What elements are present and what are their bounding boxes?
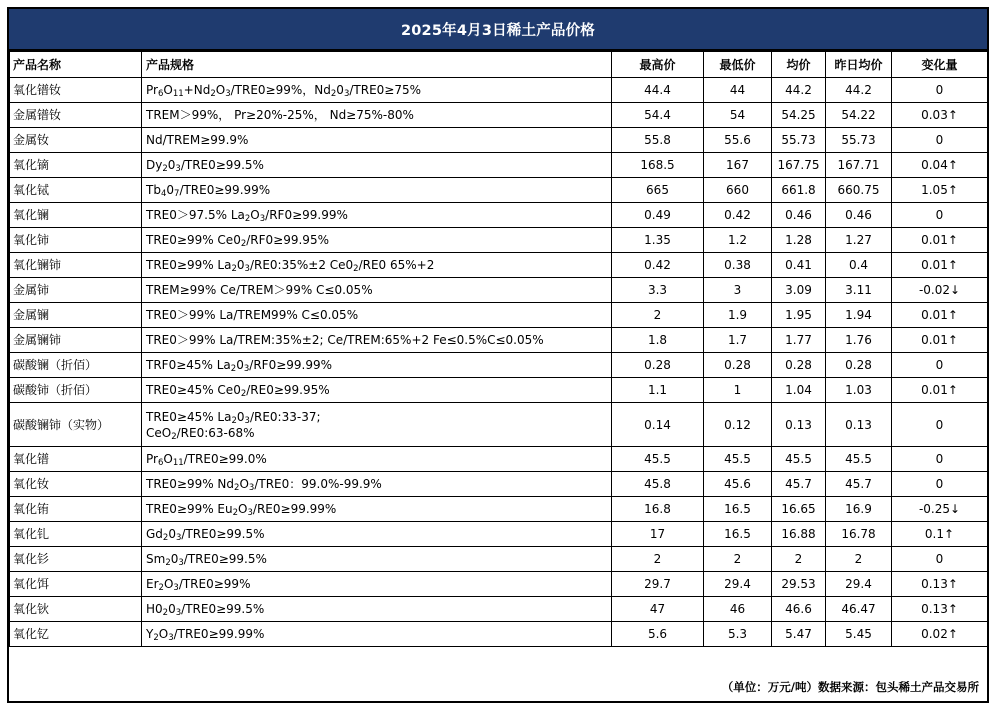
price-low: 1 [704,378,772,403]
spec-text: TRE0≥99% Nd [146,477,235,491]
price-high: 17 [612,522,704,547]
price-prev-avg: 54.22 [826,103,892,128]
price-low: 5.3 [704,622,772,647]
product-spec [142,128,612,153]
price-prev-avg: 5.45 [826,622,892,647]
spec-text: TRE0≥45% Ce0 [146,383,241,397]
price-change: 0 [892,403,988,447]
table-row [10,522,988,547]
product-name: 氧化镨 [10,447,142,472]
price-avg: 3.09 [772,278,826,303]
price-avg: 1.04 [772,378,826,403]
product-spec [142,572,612,597]
spec-text: 0 [168,527,176,541]
product-name: 氧化镝 [10,153,142,178]
spec-text: CeO [146,425,172,440]
product-spec [142,278,612,303]
price-avg: 0.46 [772,203,826,228]
spec-subscript: 6 [157,458,164,468]
product-spec [142,497,612,522]
price-avg: 45.5 [772,447,826,472]
header-high: 最高价 [612,52,704,78]
price-change: 0 [892,447,988,472]
price-prev-avg: 16.78 [826,522,892,547]
product-spec [142,597,612,622]
price-change: 0.03↑ [892,103,988,128]
table-row [10,203,988,228]
spec-text: /RE0≥99.95% [246,383,330,397]
product-spec [142,328,612,353]
price-high: 3.3 [612,278,704,303]
price-low: 1.2 [704,228,772,253]
spec-text: TRE0≥99% Ce0 [146,233,241,247]
product-spec [142,353,612,378]
price-avg: 1.95 [772,303,826,328]
spec-text: O [158,627,169,641]
table-row [10,447,988,472]
price-avg: 0.41 [772,253,826,278]
price-change: 0.1↑ [892,522,988,547]
table-row [10,328,988,353]
price-high: 0.28 [612,353,704,378]
product-name: 碳酸铈（折佰） [10,378,142,403]
price-change: 0 [892,203,988,228]
source-note: （单位：万元/吨）数据来源：包头稀土产品交易所 [721,680,979,694]
spec-subscript: 2 [162,608,169,618]
table-row [10,378,988,403]
price-high: 44.4 [612,78,704,103]
table-row [10,597,988,622]
spec-text: O [238,502,248,516]
price-low: 54 [704,103,772,128]
spec-subscript: 3 [178,558,184,568]
product-name: 金属钕 [10,128,142,153]
spec-subscript: 2 [162,533,169,543]
table-header-row [10,52,988,78]
table-row [10,353,988,378]
spec-subscript: 3 [168,633,174,643]
spec-subscript: 2 [165,558,171,568]
spec-text: TRE0＞97.5% La [146,208,245,222]
spec-subscript: 4 [160,189,167,199]
price-high: 54.4 [612,103,704,128]
price-prev-avg: 29.4 [826,572,892,597]
price-high: 16.8 [612,497,704,522]
price-change: 0 [892,128,988,153]
spec-text: O [215,83,226,97]
price-low: 16.5 [704,497,772,522]
product-spec [142,228,612,253]
spec-text: /TRE0：99.0%-99.9% [254,477,382,491]
price-avg: 16.88 [772,522,826,547]
price-prev-avg: 55.73 [826,128,892,153]
price-change: 0.13↑ [892,597,988,622]
price-avg: 45.7 [772,472,826,497]
product-spec [142,472,612,497]
product-spec [142,447,612,472]
price-change: 0 [892,472,988,497]
price-change: -0.25↓ [892,497,988,522]
price-prev-avg: 44.2 [826,78,892,103]
product-name: 氧化铕 [10,497,142,522]
price-low: 660 [704,178,772,203]
product-spec [142,378,612,403]
spec-text: TREM≥99% Ce/TREM＞99% C≤0.05% [146,283,373,297]
price-change: 0.01↑ [892,253,988,278]
spec-text: Pr [146,83,158,97]
price-low: 0.42 [704,203,772,228]
spec-text: Tb [146,183,161,197]
table-row [10,403,988,447]
price-change: 0 [892,353,988,378]
price-prev-avg: 167.71 [826,153,892,178]
price-low: 3 [704,278,772,303]
price-prev-avg: 0.13 [826,403,892,447]
spec-subscript: 3 [175,608,182,618]
table-row [10,622,988,647]
spec-subscript: 2 [231,264,237,274]
price-prev-avg: 46.47 [826,597,892,622]
spec-text: Y [146,627,154,641]
price-prev-avg: 2 [826,547,892,572]
spec-text: 0 [167,158,176,172]
table-row [10,178,988,203]
product-name: 氧化镧铈 [10,253,142,278]
price-low: 2 [704,547,772,572]
header-low: 最低价 [704,52,772,78]
spec-text: 0 [336,83,344,97]
price-low: 1.7 [704,328,772,353]
spec-subscript: 3 [248,483,255,493]
spec-text: /TRE0≥99.0% [183,452,267,466]
product-spec [142,547,612,572]
spec-subscript: 2 [230,364,237,374]
spec-text: /TRE0≥99.5% [183,552,267,566]
product-name: 氧化钕 [10,472,142,497]
price-low: 29.4 [704,572,772,597]
price-low: 0.28 [704,353,772,378]
product-spec [142,178,612,203]
product-name: 氧化铈 [10,228,142,253]
price-change: -0.02↓ [892,278,988,303]
price-high: 0.14 [612,403,704,447]
price-high: 5.6 [612,622,704,647]
price-avg: 54.25 [772,103,826,128]
spec-subscript: 3 [173,583,179,593]
table-row [10,303,988,328]
product-name: 碳酸镧铈（实物） [10,403,142,447]
price-high: 0.49 [612,203,704,228]
spec-subscript: 11 [172,89,184,99]
price-high: 45.5 [612,447,704,472]
table-row [10,472,988,497]
product-name: 金属镧铈 [10,328,142,353]
title-bar [9,9,987,51]
spec-subscript: 2 [330,89,337,99]
table-row [10,497,988,522]
table-row [10,278,988,303]
product-name: 氧化镧 [10,203,142,228]
spec-text: TRE0≥99% Eu [146,502,233,516]
product-spec [142,203,612,228]
spec-text: Nd/TREM≥99.9% [146,133,249,147]
header-prev: 昨日均价 [826,52,892,78]
price-avg: 29.53 [772,572,826,597]
product-name: 金属镨钕 [10,103,142,128]
product-spec [142,403,612,447]
spec-text: Sm [146,552,166,566]
price-low: 46 [704,597,772,622]
spec-text: O [250,208,260,222]
price-high: 47 [612,597,704,622]
spec-text: /RE0:35%±2 Ce0 [249,258,354,272]
spec-text: /TRE0≥99.5% [180,158,264,172]
table-row [10,128,988,153]
price-high: 1.8 [612,328,704,353]
price-high: 29.7 [612,572,704,597]
spec-text: O [163,577,174,591]
product-spec [142,303,612,328]
spec-subscript: 3 [343,89,350,99]
table-row [10,228,988,253]
spec-text: O [163,83,173,97]
spec-text: H0 [146,602,163,616]
header-avg: 均价 [772,52,826,78]
price-change: 1.05↑ [892,178,988,203]
price-avg: 167.75 [772,153,826,178]
spec-text: 0 [236,409,245,424]
spec-text: Er [146,577,159,591]
product-name: 金属铈 [10,278,142,303]
spec-subscript: 2 [231,415,237,426]
price-low: 1.9 [704,303,772,328]
price-prev-avg: 3.11 [826,278,892,303]
spec-text: /RE0:33-37; [249,409,321,424]
price-low: 167 [704,153,772,178]
product-spec [142,253,612,278]
spec-text: /TRE0≥99.99% [179,183,271,197]
header-name: 产品名称 [10,52,142,78]
product-name: 氧化钐 [10,547,142,572]
spec-text: /TRE0≥75% [349,83,422,97]
spec-text: /TRE0≥99.5% [181,527,265,541]
price-high: 45.8 [612,472,704,497]
spec-text: TREM＞99%， Pr≥20%-25%， Nd≥75%-80% [146,108,414,122]
spec-text: /RE0≥99.99% [252,502,337,516]
spec-subscript: 3 [175,164,181,174]
spec-text: /TRE0≥99.5% [181,602,265,616]
price-avg: 0.13 [772,403,826,447]
price-prev-avg: 45.5 [826,447,892,472]
spec-text: /RF0≥99.95% [246,233,329,247]
spec-subscript: 6 [157,89,164,99]
spec-text: Gd [146,527,163,541]
price-change: 0.13↑ [892,572,988,597]
price-prev-avg: 45.7 [826,472,892,497]
price-high: 168.5 [612,153,704,178]
price-avg: 0.28 [772,353,826,378]
spec-subscript: 3 [225,89,231,99]
product-name: 氧化饵 [10,572,142,597]
price-avg: 55.73 [772,128,826,153]
spec-text: /RE0 65%+2 [358,258,435,272]
spec-text: +Nd [183,83,211,97]
spec-subscript: 2 [210,89,216,99]
price-prev-avg: 0.28 [826,353,892,378]
spec-subscript: 2 [240,239,247,249]
product-name: 氧化镨钕 [10,78,142,103]
price-change: 0.01↑ [892,303,988,328]
spec-subscript: 2 [234,483,240,493]
product-spec [142,78,612,103]
product-spec [142,622,612,647]
spec-subscript: 2 [240,389,247,399]
spec-text: 0 [168,602,176,616]
price-avg: 16.65 [772,497,826,522]
price-change: 0.02↑ [892,622,988,647]
price-low: 16.5 [704,522,772,547]
price-prev-avg: 1.94 [826,303,892,328]
spec-text: 0 [170,552,179,566]
spec-text: TRE0≥45% La [146,409,232,424]
price-change: 0.01↑ [892,228,988,253]
price-high: 1.35 [612,228,704,253]
product-spec [142,103,612,128]
spec-subscript: 2 [232,508,239,518]
spec-subscript: 3 [244,264,250,274]
product-name: 氧化铽 [10,178,142,203]
spec-subscript: 11 [172,458,184,468]
price-low: 55.6 [704,128,772,153]
spec-subscript: 3 [175,533,182,543]
table-row [10,153,988,178]
product-name: 氧化钇 [10,622,142,647]
price-low: 0.12 [704,403,772,447]
spec-text: O [163,452,173,466]
price-prev-avg: 660.75 [826,178,892,203]
price-avg: 1.28 [772,228,826,253]
price-prev-avg: 1.76 [826,328,892,353]
spec-text: /RE0:63-68% [176,425,255,440]
price-prev-avg: 1.27 [826,228,892,253]
spec-subscript: 3 [247,508,253,518]
spec-text: /TRE0≥99.99% [173,627,265,641]
spec-text: /RF0≥99.99% [265,208,348,222]
spec-subscript: 3 [244,415,250,426]
spec-subscript: 2 [158,583,164,593]
table-row [10,103,988,128]
price-high: 55.8 [612,128,704,153]
price-low: 0.38 [704,253,772,278]
price-avg: 2 [772,547,826,572]
price-high: 1.1 [612,378,704,403]
spec-subscript: 2 [162,164,168,174]
spec-subscript: 2 [244,214,251,224]
product-name: 氧化钆 [10,522,142,547]
price-avg: 44.2 [772,78,826,103]
spec-text: 0 [236,358,244,372]
spec-text: Pr [146,452,158,466]
price-low: 45.5 [704,447,772,472]
price-avg: 661.8 [772,178,826,203]
price-avg: 46.6 [772,597,826,622]
spec-text: 0 [236,258,245,272]
price-prev-avg: 0.4 [826,253,892,278]
header-change: 变化量 [892,52,988,78]
spec-text: 0 [166,183,175,197]
price-avg: 1.77 [772,328,826,353]
spec-text: /TRE0≥99%，Nd [230,83,331,97]
price-table-frame [7,7,989,703]
spec-text: TRE0≥99% La [146,258,232,272]
header-spec: 产品规格 [142,52,612,78]
product-name: 金属镧 [10,303,142,328]
price-prev-avg: 16.9 [826,497,892,522]
price-table [9,51,988,647]
price-change: 0 [892,547,988,572]
spec-subscript: 3 [259,214,266,224]
spec-text: O [239,477,249,491]
price-low: 45.6 [704,472,772,497]
table-row [10,78,988,103]
price-avg: 5.47 [772,622,826,647]
price-change: 0.01↑ [892,378,988,403]
spec-subscript: 2 [171,431,177,442]
price-prev-avg: 1.03 [826,378,892,403]
price-prev-avg: 0.46 [826,203,892,228]
spec-text: TRF0≥45% La [146,358,231,372]
spec-text: /RF0≥99.99% [249,358,333,372]
spec-subscript: 2 [353,264,359,274]
spec-subscript: 2 [153,633,159,643]
table-row [10,572,988,597]
spec-text: TRE0＞99% La/TREM:35%±2; Ce/TREM:65%+2 Fe≤0.5%C≤0.05% [146,333,544,347]
product-spec [142,522,612,547]
price-low: 44 [704,78,772,103]
spec-subscript: 7 [174,189,180,199]
price-change: 0.01↑ [892,328,988,353]
spec-text: TRE0＞99% La/TREM99% C≤0.05% [146,308,359,322]
price-change: 0 [892,78,988,103]
product-name: 碳酸镧（折佰） [10,353,142,378]
product-name: 氧化钬 [10,597,142,622]
price-high: 665 [612,178,704,203]
spec-text: /TRE0≥99% [178,577,251,591]
page-title: 2025年4月3日稀土产品价格 [400,22,596,39]
spec-subscript: 3 [243,364,250,374]
spec-text: Dy [146,158,163,172]
price-high: 2 [612,303,704,328]
price-high: 0.42 [612,253,704,278]
table-row [10,547,988,572]
product-spec [142,153,612,178]
price-change: 0.04↑ [892,153,988,178]
price-high: 2 [612,547,704,572]
table-row [10,253,988,278]
